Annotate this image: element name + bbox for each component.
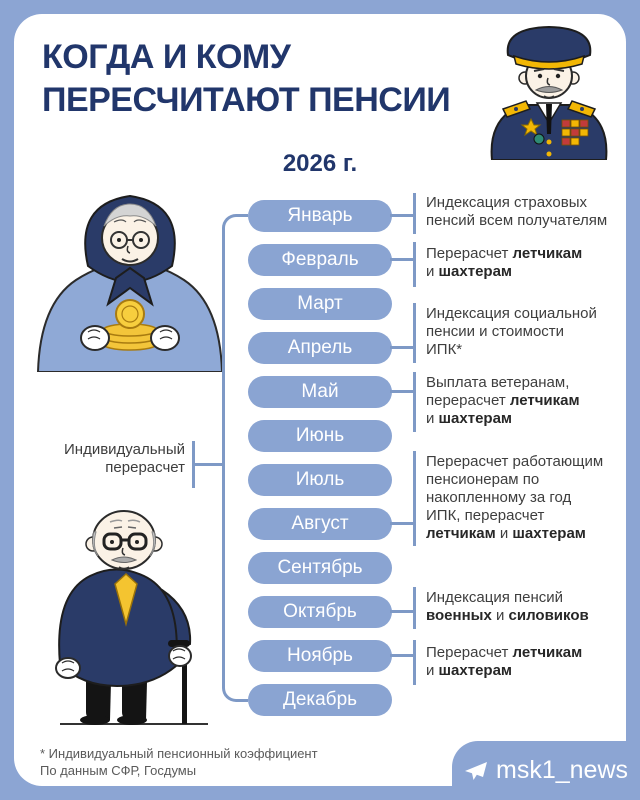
side-label-line-2: перерасчет <box>105 459 185 476</box>
tick-april <box>413 303 416 363</box>
connector-november <box>390 654 413 657</box>
month-pill-september: Сентябрь <box>248 552 392 584</box>
tick-october <box>413 587 416 629</box>
annotation-may: Выплата ветеранам, перерасчет летчикам и шахтерам <box>426 374 580 427</box>
annotation-october: Индексация пенсий военных и силовиков <box>426 589 589 624</box>
side-label-connector-line <box>192 463 225 466</box>
side-label <box>28 441 185 477</box>
annotation-april: Индексация социальной пенсии и стоимости ИПК* <box>426 305 597 358</box>
elderly-woman-illustration <box>30 176 230 372</box>
tick-january <box>413 193 416 234</box>
month-pill-august: Август <box>248 508 392 540</box>
month-pill-may: Май <box>248 376 392 408</box>
month-pill-december: Декабрь <box>248 684 392 716</box>
year-heading: 2026 г. <box>282 150 358 177</box>
tick-november <box>413 640 416 685</box>
connector-april <box>390 346 413 349</box>
connector-august <box>390 522 413 525</box>
tick-may <box>413 372 416 432</box>
month-pill-november: Ноябрь <box>248 640 392 672</box>
month-pill-april: Апрель <box>248 332 392 364</box>
connector-february <box>390 258 413 261</box>
connector-january <box>390 214 413 217</box>
title-line-2: ПЕРЕСЧИТАЮТ ПЕНСИИ <box>42 81 451 119</box>
telegram-plane-icon <box>464 760 488 784</box>
tick-august <box>413 451 416 546</box>
tick-february <box>413 242 416 287</box>
month-pill-february: Февраль <box>248 244 392 276</box>
month-pill-march: Март <box>248 288 392 320</box>
month-pill-july: Июль <box>248 464 392 496</box>
military-officer-illustration <box>474 24 624 160</box>
footnote-line-2: По данным СФР, Госдумы <box>40 763 197 778</box>
footnote <box>40 745 400 779</box>
month-pill-october: Октябрь <box>248 596 392 628</box>
annotation-november: Перерасчет летчикам и шахтерам <box>426 644 583 679</box>
annotation-january: Индексация страховых пенсий всем получателям <box>426 194 608 229</box>
channel-badge-label: msk1_news <box>496 756 628 784</box>
title-line-1: КОГДА И КОМУ <box>42 38 291 76</box>
month-pill-june: Июнь <box>248 420 392 452</box>
month-pill-january: Январь <box>248 200 392 232</box>
connector-october <box>390 610 413 613</box>
page-title <box>42 36 502 122</box>
side-label-line-1: Индивидуальный <box>64 441 185 458</box>
channel-badge <box>452 741 640 800</box>
elderly-man-illustration <box>22 494 228 732</box>
annotation-february: Перерасчет летчикам и шахтерам <box>426 245 583 280</box>
annotation-august: Перерасчет работающим пенсионерам по накопленному за год ИПК, перерасчет летчикам и шахтерам <box>426 453 604 542</box>
footnote-line-1: * Индивидуальный пенсионный коэффициент <box>40 746 318 761</box>
connector-may <box>390 390 413 393</box>
